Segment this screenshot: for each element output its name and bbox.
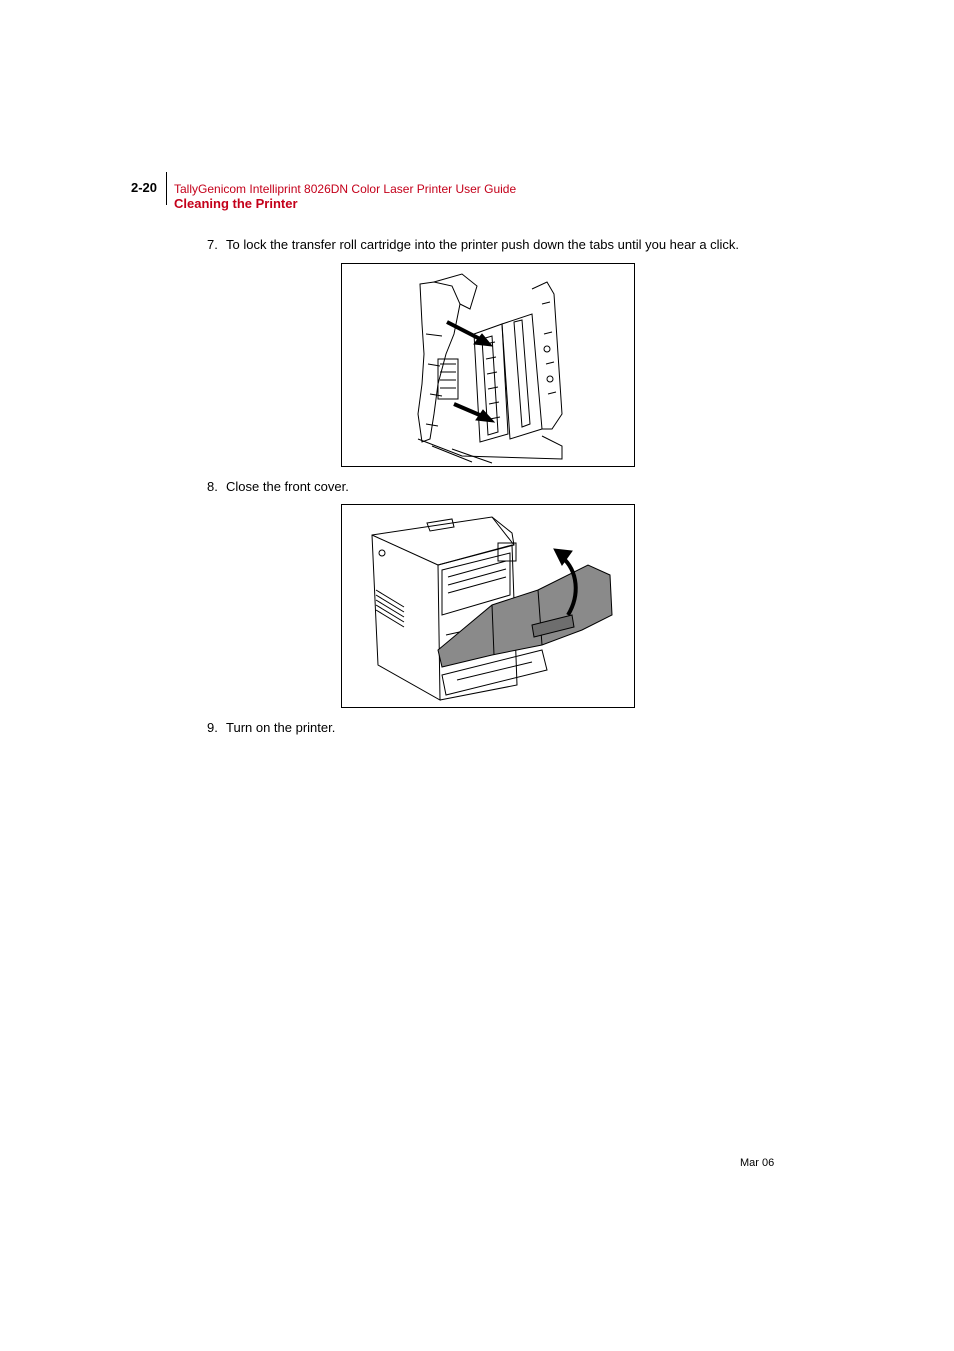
transfer-roll-illustration bbox=[342, 264, 634, 466]
header-divider bbox=[166, 172, 167, 205]
figure-transfer-roll-lock bbox=[341, 263, 635, 467]
step-text: Turn on the printer. bbox=[226, 720, 336, 735]
footer-date: Mar 06 bbox=[740, 1157, 775, 1169]
step-number: 8. bbox=[207, 479, 218, 494]
section-title: Cleaning the Printer bbox=[174, 196, 298, 211]
page-number: 2-20 bbox=[131, 180, 158, 195]
step-text: Close the front cover. bbox=[226, 479, 349, 494]
step-number: 7. bbox=[207, 237, 218, 252]
step-8 bbox=[207, 479, 349, 494]
step-number: 9. bbox=[207, 720, 218, 735]
figure-close-front-cover bbox=[341, 504, 635, 708]
step-7 bbox=[207, 237, 739, 252]
printer-cover-illustration bbox=[342, 505, 634, 707]
step-9 bbox=[207, 720, 335, 735]
document-title: TallyGenicom Intelliprint 8026DN Color Laser Printer User Guide bbox=[174, 182, 517, 196]
step-text: To lock the transfer roll cartridge into the printer push down the tabs until you hear a click. bbox=[226, 237, 740, 252]
